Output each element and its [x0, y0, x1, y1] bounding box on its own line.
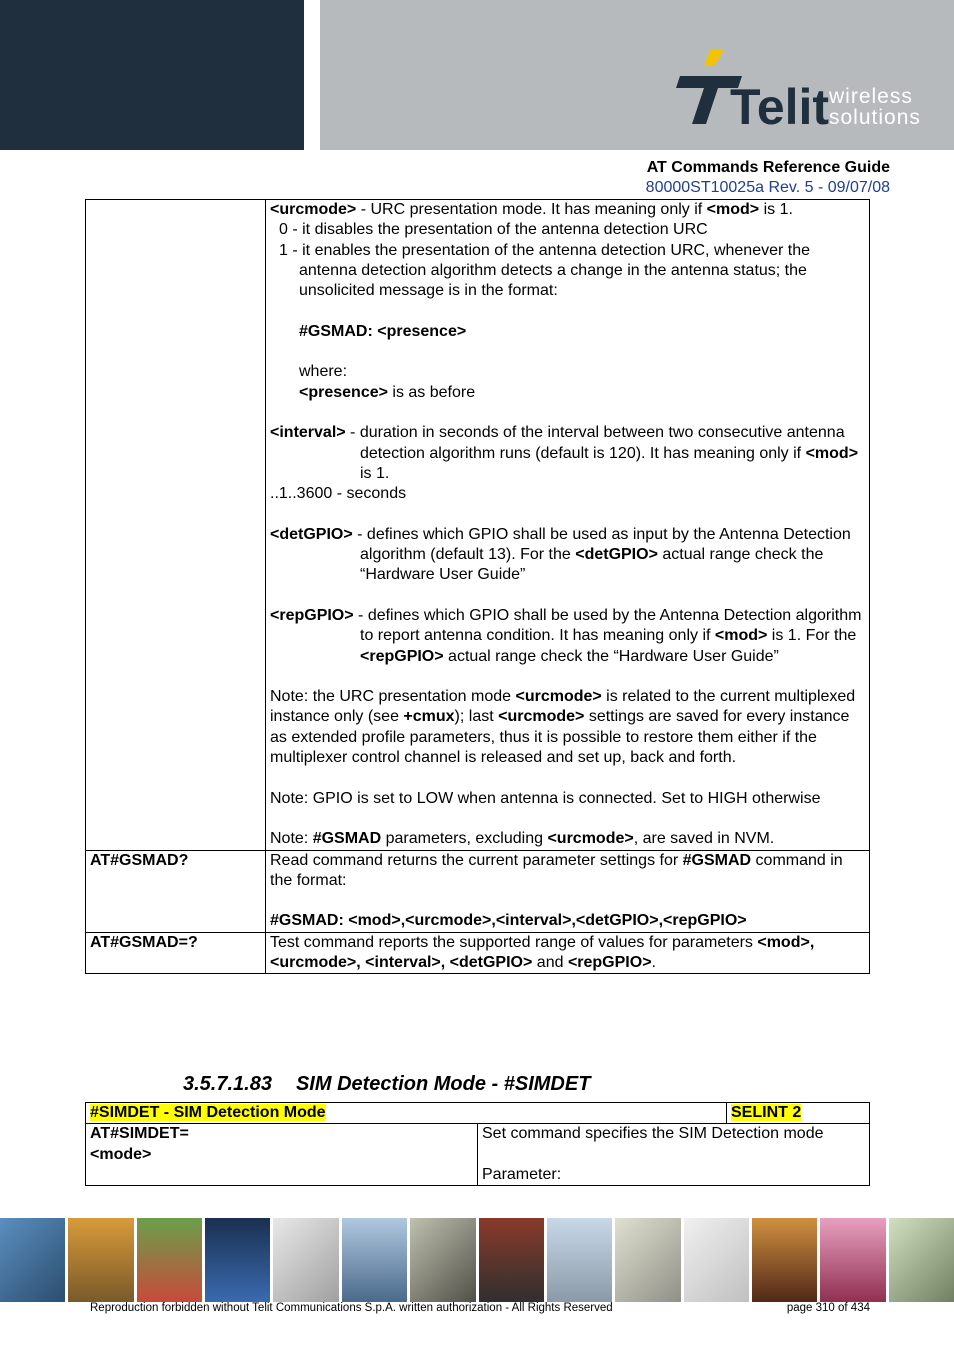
page-number: page 310 of 434 [786, 1302, 870, 1314]
note-urc-presentation: Note: the URC presentation mode <urcmode> is related to the current multiplexed instance only (see +cmux); last <urcmode> settings are saved for every instance as extended profile parameters, thus it is possible to restore them either if the multiplexer control channel is released and set up, back and forth. [270, 688, 856, 767]
repgpio-description: <repGPIO> - defines which GPIO shall be used by the Antenna Detection algorithm to report antenna condition. It has meaning only if <mod> is 1. For the <repGPIO> actual range check the “Hardware User Guide” [270, 606, 862, 665]
table-row [86, 200, 870, 851]
table-row [86, 850, 870, 932]
footer-photo [273, 1218, 338, 1302]
simdet-header-cell [86, 1103, 870, 1124]
document-title: AT Commands Reference Guide [646, 159, 890, 176]
presence-line: <presence> is as before [299, 383, 476, 401]
logo-tagline-line1: wireless [829, 85, 913, 108]
footer-photo [752, 1218, 817, 1302]
parameters-description-cell [266, 200, 870, 851]
detgpio-description: <detGPIO> - defines which GPIO shall be used as input by the Antenna Detection algorithm (default 13). For the <detGPIO> actual range check the “Hardware User Guide” [270, 525, 851, 584]
table-row [86, 1124, 870, 1186]
urcmode-option-1: 1 - it enables the presentation of the antenna detection URC, whenever the antenna detection algorithm detects a change in the antenna status; the unsolicited message is in the format: [279, 241, 811, 300]
footer-photo [342, 1218, 407, 1302]
footer-photo [820, 1218, 885, 1302]
selint-badge: SELINT 2 [731, 1104, 802, 1121]
logo-wordmark: Telit [730, 79, 830, 135]
test-command-cell: AT#GSMAD=? [86, 932, 266, 974]
header-dark-block [0, 0, 304, 150]
telit-logo [676, 46, 830, 135]
document-title-block [646, 158, 890, 198]
section-number: 3.5.7.1.83 [183, 1073, 272, 1095]
note-gpio: Note: GPIO is set to LOW when antenna is connected. Set to HIGH otherwise [270, 789, 821, 807]
simdet-header-title: #SIMDET - SIM Detection Mode [90, 1104, 326, 1121]
footer-photo [205, 1218, 270, 1302]
read-command-description: Read command returns the current parameter settings for #GSMAD command in the format: #GSMAD: <mod>,<urcmode>,<interval>,<detGPIO>,<repGPIO> [266, 850, 870, 932]
set-command-cell: AT#SIMDET= <mode> [86, 1124, 478, 1186]
footer-photo [410, 1218, 475, 1302]
empty-command-cell [86, 200, 266, 851]
copyright-notice: Reproduction forbidden without Telit Communications S.p.A. written authorization - All Rights Reserved [90, 1302, 613, 1314]
footer-photo [68, 1218, 133, 1302]
logo-tagline [829, 86, 921, 128]
read-command-cell: AT#GSMAD? [86, 850, 266, 932]
urcmode-option-0: 0 - it disables the presentation of the antenna detection URC [279, 221, 708, 239]
parameter-label: Parameter: [482, 1165, 562, 1183]
table-row [86, 932, 870, 974]
urc-format: #GSMAD: <presence> [299, 322, 467, 340]
footer-photo [547, 1218, 612, 1302]
footer-image-strip [0, 1218, 954, 1302]
interval-description: <interval> - duration in seconds of the interval between two consecutive antenna detection algorithm runs (default is 120). It has meaning only if <mod> is 1. [270, 424, 859, 482]
interval-range: ..1..3600 - seconds [270, 485, 407, 503]
logo-tagline-line2: solutions [829, 106, 921, 129]
urcmode-line: <urcmode> - URC presentation mode. It has meaning only if <mod> is 1. [270, 201, 793, 218]
gsmad-command-table [85, 199, 870, 974]
footer-photo [0, 1218, 65, 1302]
footer-photo [137, 1218, 202, 1302]
simdet-command-table [85, 1102, 870, 1186]
document-reference: 80000ST10025a Rev. 5 - 09/07/08 [645, 179, 890, 196]
section-heading [183, 1073, 590, 1096]
read-response-format: #GSMAD: <mod>,<urcmode>,<interval>,<detGPIO>,<repGPIO> [270, 912, 747, 930]
set-command-description: Set command specifies the SIM Detection mode Parameter: [478, 1124, 870, 1186]
footer-photo [889, 1218, 954, 1302]
where-label: where: [299, 363, 348, 381]
table-header-row [86, 1103, 870, 1124]
section-title: SIM Detection Mode - #SIMDET [295, 1073, 591, 1095]
footer-photo [479, 1218, 544, 1302]
page-footer [90, 1302, 870, 1314]
test-command-description: Test command reports the supported range of values for parameters <mod>, <urcmode>, <interval>, <detGPIO> and <repGPIO>. [266, 932, 870, 974]
footer-photo [615, 1218, 680, 1302]
footer-photo [684, 1218, 749, 1302]
note-nvm: Note: #GSMAD parameters, excluding <urcmode>, are saved in NVM. [270, 830, 775, 848]
